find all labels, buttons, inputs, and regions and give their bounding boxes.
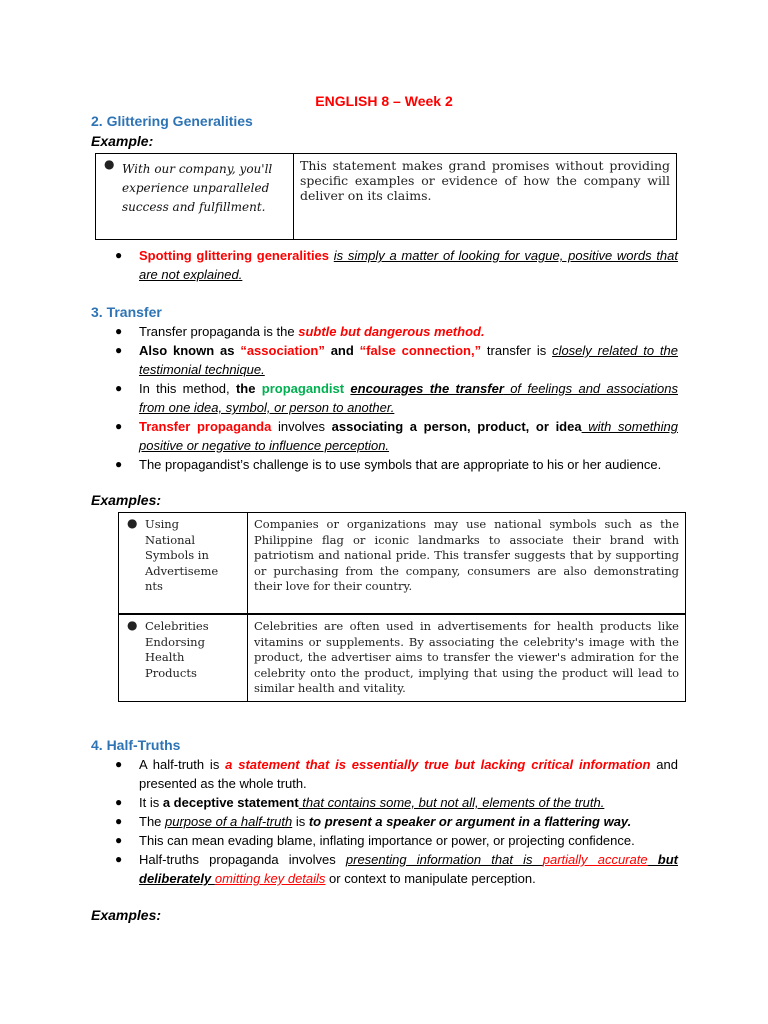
bullet-dot-icon: ● [115,814,123,828]
bullet-dot-icon: ● [115,343,123,357]
list-item: ● Also known as “association” and “false connection,” transfer is closely related to the testimonial technique. [115,343,678,377]
bullet-dot-icon: ● [115,757,123,771]
list-item: ● Transfer propaganda is the subtle but dangerous method. [115,324,485,339]
bullet-list-half-truths [115,755,678,888]
table-cell-left: ● With our company, you'll experience unparalleled success and fulfillment. [96,154,294,240]
list-item: ● The propagandist’s challenge is to use symbols that are appropriate to his or her audience. [115,457,662,472]
examples-label-half-truths: Examples: [91,907,162,923]
bullet-list-transfer [115,322,678,474]
list-item: ● In this method, the propagandist encourages the transfer of feelings and associations from one idea, symbol, or person to another. [115,381,678,415]
bullet-dot-icon: ● [115,457,123,471]
example-table-glittering [95,153,677,240]
section-heading-transfer: 3. Transfer [91,304,162,320]
table-cell-right: This statement makes grand promises without providing specific examples or evidence of how the company will deliver on its claims. [294,154,677,240]
bullet-dot-icon: ● [115,248,123,262]
bullet-dot-icon: ● [115,381,123,395]
bullet-dot-icon: ● [104,157,115,171]
bullet-dot-icon: ● [115,419,123,433]
example-table-celebrities [118,614,686,702]
table-cell-right: Celebrities are often used in advertisements for health products like vitamins or supplements. By associating the celebrity's image with the product, the advertiser aims to transfer the viewer's admiration for the celebrity onto the product, implying that using the product will lead to similar health and vitality. [248,615,686,702]
list-item: ● Spotting glittering generalities is simply a matter of looking for vague, positive words that are not explained. [115,248,679,282]
bullet-list-glittering [115,246,678,284]
list-item: ● Half-truths propaganda involves presenting information that is partially accurate but deliberately omitting key details or context to manipulate perception. [115,852,678,886]
section-heading-glittering: 2. Glittering Generalities [91,113,253,129]
table-cell-left: ● Celebrities Endorsing Health Products [119,615,248,702]
bullet-dot-icon: ● [115,852,123,866]
list-item: ● The purpose of a half-truth is to present a speaker or argument in a flattering way. [115,814,632,829]
bullet-dot-icon: ● [115,795,123,809]
page-title: ENGLISH 8 – Week 2 [315,93,453,109]
example-label: Example: [91,133,154,149]
table-cell-right: Companies or organizations may use national symbols such as the Philippine flag or iconic landmarks to associate their brand with patriotism and national pride. This transfer suggests that by supporting or purchasing from the company, consumers are also demonstrating their love for their country. [248,513,686,614]
bullet-dot-icon: ● [127,618,138,632]
list-item: ● It is a deceptive statement that contains some, but not all, elements of the truth. [115,795,605,810]
example-table-national-symbols [118,512,686,614]
bullet-dot-icon: ● [115,833,123,847]
list-item: ● A half-truth is a statement that is essentially true but lacking critical information and presented as the whole truth. [115,757,678,791]
list-item: ● Transfer propaganda involves associating a person, product, or idea with something positive or negative to influence perception. [115,419,678,453]
bullet-dot-icon: ● [127,516,138,530]
table-cell-left: ● Using National Symbols in Advertiseme nts [119,513,248,614]
examples-label-transfer: Examples: [91,492,162,508]
bullet-dot-icon: ● [115,324,123,338]
section-heading-half-truths: 4. Half-Truths [91,737,181,753]
list-item: ● This can mean evading blame, inflating importance or power, or projecting confidence. [115,833,635,848]
